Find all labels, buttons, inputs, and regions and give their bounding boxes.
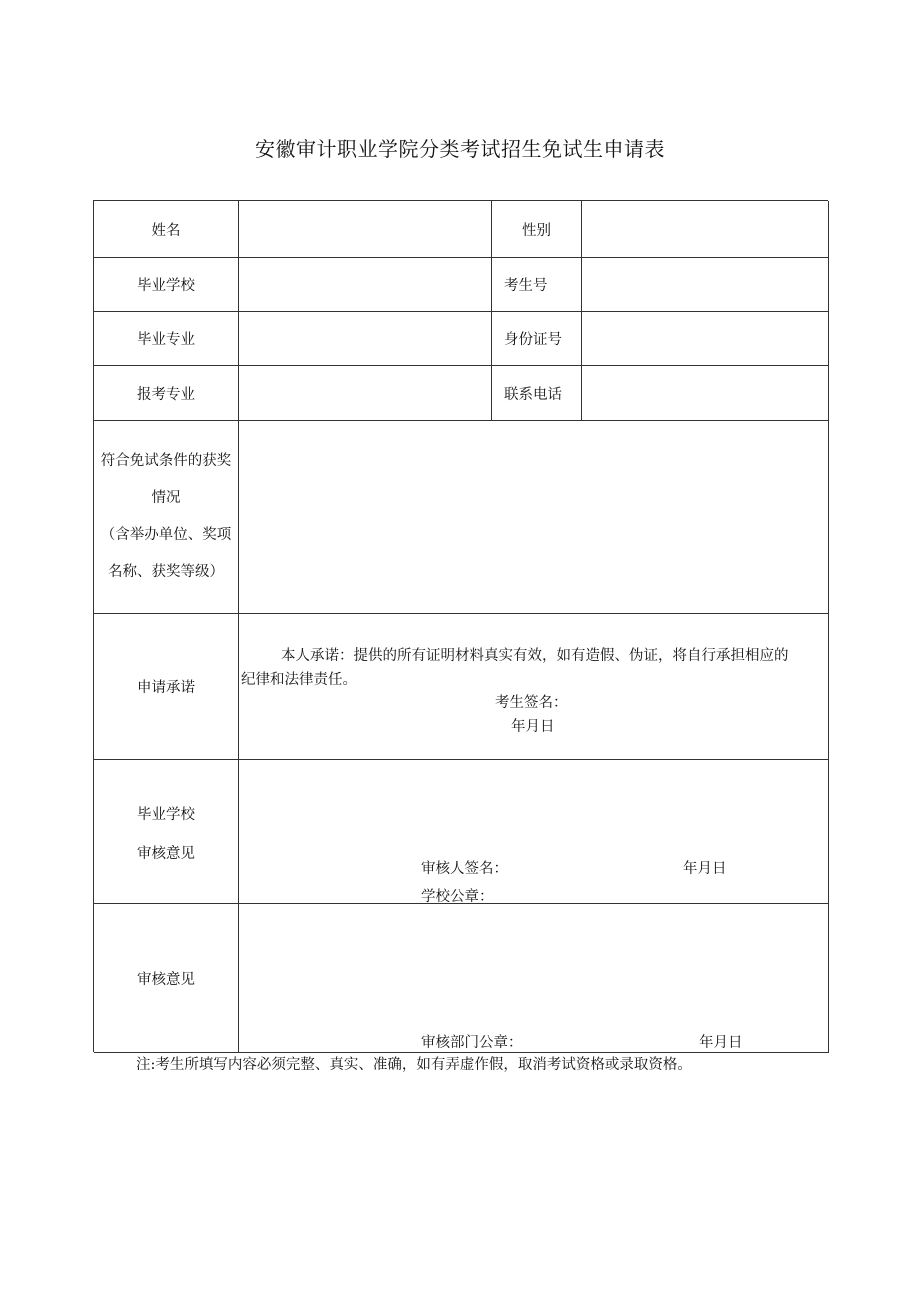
id-number-field[interactable] <box>582 312 829 366</box>
school-review-date: 年月日 <box>683 861 727 877</box>
school-field[interactable] <box>239 258 492 312</box>
phone-field[interactable] <box>582 366 829 421</box>
awards-label <box>94 421 239 614</box>
name-label: 姓名 <box>94 201 239 258</box>
school-review-label-line2: 审核意见 <box>137 846 195 862</box>
gender-label: 性别 <box>492 201 582 258</box>
school-review-label <box>94 760 239 904</box>
pledge-date: 年月日 <box>511 719 555 735</box>
footnote: 注:考生所填写内容必须完整、真实、准确，如有弄虚作假，取消考试资格或录取资格。 <box>136 1057 692 1073</box>
review-content <box>239 904 829 1053</box>
department-seal-label: 审核部门公章： <box>421 1035 523 1051</box>
reviewer-signature-label: 审核人签名： <box>421 861 508 877</box>
exam-number-field[interactable] <box>582 258 829 312</box>
student-signature-label: 考生签名： <box>495 695 568 711</box>
application-form-table <box>93 200 828 1052</box>
school-label: 毕业学校 <box>94 258 239 312</box>
form-title: 安徽审计职业学院分类考试招生免试生申请表 <box>255 137 665 161</box>
school-review-label-line1: 毕业学校 <box>137 807 195 823</box>
review-label: 审核意见 <box>94 904 239 1053</box>
pledge-text-line2: 纪律和法律责任。 <box>241 672 357 688</box>
awards-label-line1: 符合免试条件的获奖 <box>100 453 232 469</box>
id-number-label: 身份证号 <box>492 312 582 366</box>
gender-field[interactable] <box>582 201 829 258</box>
pledge-text-line1: 本人承诺：提供的所有证明材料真实有效，如有造假、伪证，将自行承担相应的 <box>281 648 789 664</box>
awards-field[interactable] <box>239 421 829 614</box>
phone-label: 联系电话 <box>492 366 582 421</box>
pledge-label: 申请承诺 <box>94 614 239 760</box>
name-field[interactable] <box>239 201 492 258</box>
awards-label-line2: 情况 <box>151 490 181 506</box>
major-label: 毕业专业 <box>94 312 239 366</box>
awards-label-line3: （含举办单位、奖项 <box>100 527 232 543</box>
awards-label-line4: 名称、获奖等级） <box>108 564 224 580</box>
exam-number-label: 考生号 <box>492 258 582 312</box>
apply-major-field[interactable] <box>239 366 492 421</box>
apply-major-label: 报考专业 <box>94 366 239 421</box>
school-seal-label: 学校公章： <box>421 889 494 905</box>
major-field[interactable] <box>239 312 492 366</box>
pledge-content <box>239 614 829 760</box>
school-review-content <box>239 760 829 904</box>
review-date: 年月日 <box>699 1035 743 1051</box>
